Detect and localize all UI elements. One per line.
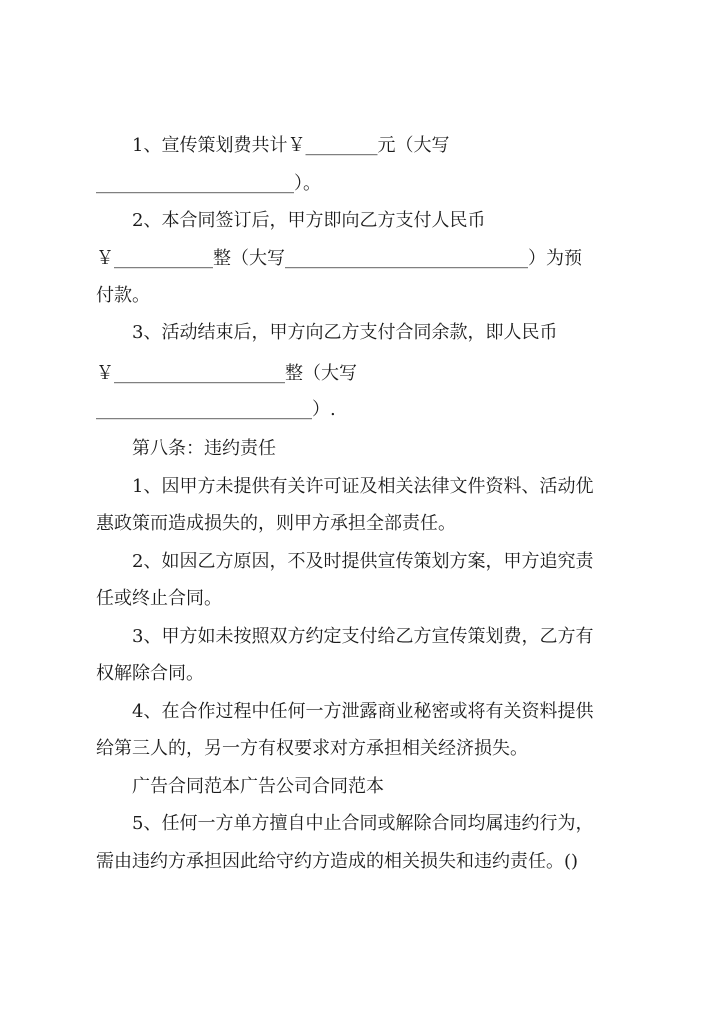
liability-1-line-1: 1、因甲方未提供有关许可证及相关法律文件资料、活动优	[132, 476, 594, 497]
clause-3-line-2: ￥___________________整（大写	[96, 363, 357, 384]
clause-2-line-1: 2、本合同签订后，甲方即向乙方支付人民币	[132, 210, 486, 231]
clause-2-line-3: 付款。	[96, 285, 150, 306]
clause-1-line-2: ______________________）。	[96, 173, 321, 194]
liability-3-line-2: 权解除合同。	[96, 663, 204, 684]
clause-2-line-2: ￥___________整（大写___________________________）为预	[96, 248, 582, 269]
liability-5-line-2: 需由违约方承担因此给守约方造成的相关损失和违约责任。()	[96, 851, 579, 872]
clause-1-line-1: 1、宣传策划费共计￥________元（大写	[132, 135, 450, 156]
clause-3-line-3: ________________________）.	[96, 399, 336, 420]
section-caption: 广告合同范本广告公司合同范本	[132, 776, 384, 797]
liability-2-line-2: 任或终止合同。	[96, 588, 222, 609]
liability-4-line-2: 给第三人的，另一方有权要求对方承担相关经济损失。	[96, 738, 528, 759]
liability-4-line-1: 4、在合作过程中任何一方泄露商业秘密或将有关资料提供	[132, 701, 594, 722]
liability-1-line-2: 惠政策而造成损失的，则甲方承担全部责任。	[96, 513, 456, 534]
article-8-heading: 第八条：违约责任	[132, 438, 276, 459]
liability-5-line-1: 5、任何一方单方擅自中止合同或解除合同均属违约行为，	[132, 813, 594, 834]
clause-3-line-1: 3、活动结束后，甲方向乙方支付合同余款，即人民币	[132, 322, 558, 343]
liability-2-line-1: 2、如因乙方原因，不及时提供宣传策划方案，甲方追究责	[132, 551, 594, 572]
liability-3-line-1: 3、甲方如未按照双方约定支付给乙方宣传策划费，乙方有	[132, 626, 594, 647]
